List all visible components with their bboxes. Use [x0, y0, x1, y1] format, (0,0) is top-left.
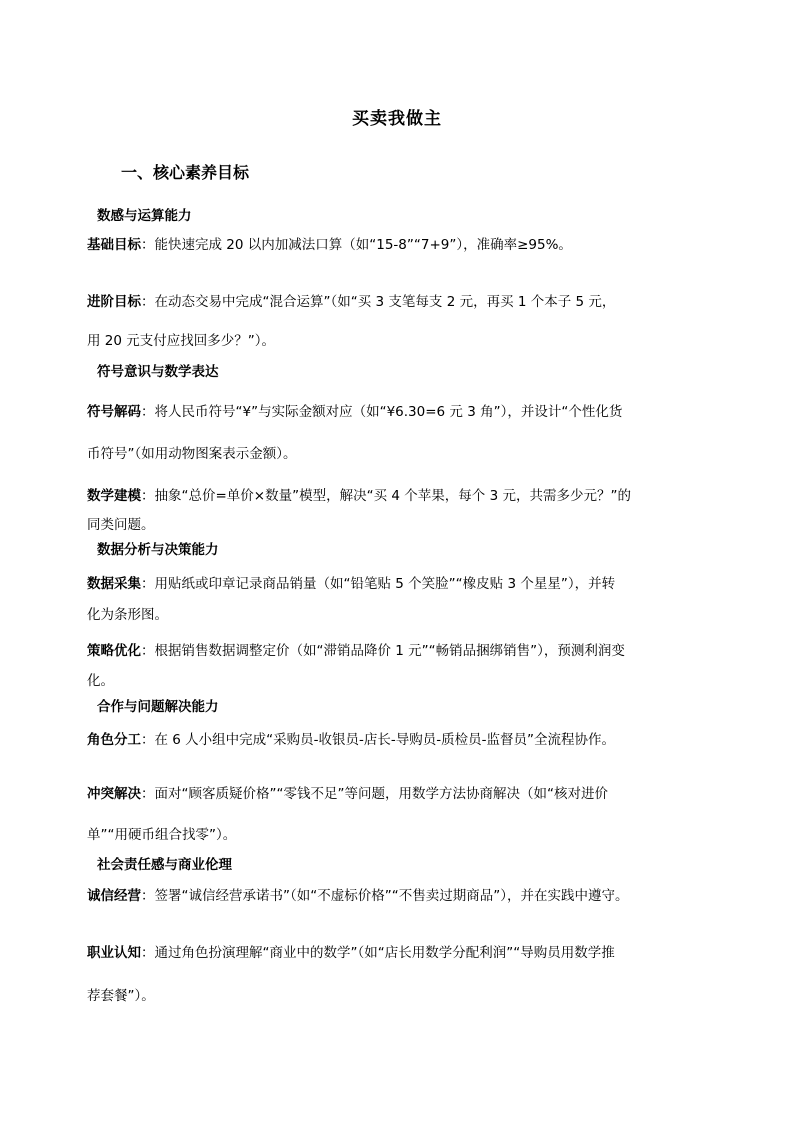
paragraph-text: ：在 6 人小组中完成“采购员-收银员-店长-导购员-质检员-监督员”全流程协作。	[141, 732, 616, 748]
paragraph-label: 冲突解决	[87, 786, 141, 802]
paragraph-text: ：用贴纸或印章记录商品销量（如“铅笔贴 5 个笑脸”“橡皮贴 3 个星星”），并转	[141, 576, 616, 592]
paragraph-line	[87, 391, 683, 433]
paragraph-text: ：面对“顾客质疑价格”“零钱不足”等问题，用数学方法协商解决（如“核对进价	[141, 786, 608, 802]
paragraph-text: ：在动态交易中完成“混合运算”（如“买 3 支笔每支 2 元，再买 1 个本子 5 元，	[141, 294, 616, 310]
paragraph-basic-goal	[87, 233, 683, 253]
paragraph-line	[87, 884, 683, 904]
group-heading-data-analysis: 数据分析与决策能力	[97, 542, 219, 558]
section-heading: 一、核心素养目标	[121, 163, 250, 182]
paragraph-text: ：通过角色扮演理解“商业中的数学”（如“店长用数学分配利润”“导购员用数学推	[141, 945, 615, 961]
paragraph-label: 诚信经营	[87, 888, 141, 904]
paragraph-math-modeling	[87, 482, 683, 540]
paragraph-line	[87, 636, 683, 666]
paragraph-line: 化为条形图。	[87, 607, 168, 623]
paragraph-line	[87, 482, 683, 511]
paragraph-data-collection	[87, 569, 683, 631]
paragraph-career-awareness	[87, 932, 683, 1018]
paragraph-label: 职业认知	[87, 945, 141, 961]
paragraph-role-division	[87, 728, 683, 748]
paragraph-line	[87, 233, 683, 253]
paragraph-strategy-optimization	[87, 636, 683, 696]
paragraph-conflict-resolution	[87, 774, 683, 856]
paragraph-text: ：将人民币符号“¥”与实际金额对应（如“¥6.30=6 元 3 角”），并设计“个性化货	[141, 404, 623, 420]
paragraph-label: 基础目标	[87, 237, 141, 253]
paragraph-label: 进阶目标	[87, 294, 141, 310]
paragraph-symbol-decoding	[87, 391, 683, 475]
paragraph-label: 数据采集	[87, 576, 141, 592]
paragraph-line: 同类问题。	[87, 517, 155, 533]
paragraph-text: ：能快速完成 20 以内加减法口算（如“15-8”“7+9”），准确率≥95%。	[141, 237, 572, 253]
paragraph-line	[87, 283, 683, 322]
paragraph-line: 荐套餐”）。	[87, 988, 155, 1004]
paragraph-line: 化。	[87, 673, 114, 689]
paragraph-label: 符号解码	[87, 404, 141, 420]
group-heading-social-responsibility: 社会责任感与商业伦理	[97, 857, 232, 873]
paragraph-honest-business	[87, 884, 683, 904]
group-heading-number-sense: 数感与运算能力	[97, 208, 192, 224]
paragraph-line	[87, 728, 683, 748]
paragraph-text: ：抽象“总价=单价×数量”模型，解决“买 4 个苹果，每个 3 元，共需多少元？”的	[141, 488, 631, 504]
paragraph-label: 角色分工	[87, 732, 141, 748]
group-heading-cooperation: 合作与问题解决能力	[97, 699, 219, 715]
paragraph-line: 币符号”（如用动物图案表示金额）。	[87, 446, 297, 462]
paragraph-line: 单”“用硬币组合找零”）。	[87, 827, 237, 843]
paragraph-text: ：根据销售数据调整定价（如“滞销品降价 1 元”“畅销品捆绑销售”），预测利润变	[141, 643, 625, 659]
paragraph-line	[87, 569, 683, 600]
paragraph-line	[87, 774, 683, 815]
paragraph-label: 策略优化	[87, 643, 141, 659]
group-heading-symbol-sense: 符号意识与数学表达	[97, 364, 219, 380]
paragraph-text: ：签署“诚信经营承诺书”（如“不虚标价格”“不售卖过期商品”），并在实践中遵守。	[141, 888, 629, 904]
paragraph-line: 用 20 元支付应找回多少？”）。	[87, 333, 276, 349]
paragraph-line	[87, 932, 683, 975]
paragraph-label: 数学建模	[87, 488, 141, 504]
paragraph-advanced-goal	[87, 283, 683, 361]
document-title: 买卖我做主	[352, 109, 442, 129]
